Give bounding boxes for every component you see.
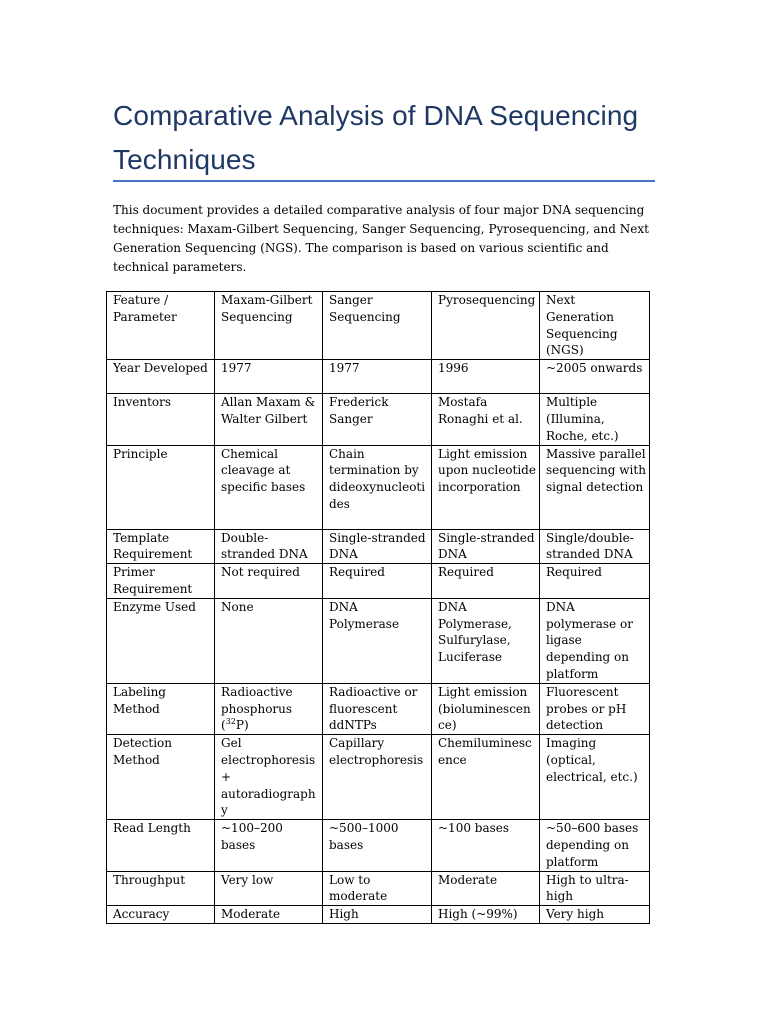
table-cell: DNA Polymerase, Sulfurylase, Luciferase bbox=[432, 598, 540, 683]
table-cell: Single-stranded DNA bbox=[432, 529, 540, 564]
table-cell: High (~99%) bbox=[432, 906, 540, 924]
table-cell: 1996 bbox=[432, 360, 540, 394]
page-title: Comparative Analysis of DNA Sequencing Techniques bbox=[113, 100, 639, 175]
table-cell: Frederick Sanger bbox=[323, 394, 432, 445]
table-cell: Radioactive or fluorescent ddNTPs bbox=[323, 683, 432, 734]
table-cell: ~50–600 bases depending on platform bbox=[540, 820, 650, 871]
table-cell: Allan Maxam & Walter Gilbert bbox=[215, 394, 323, 445]
row-label: Primer Requirement bbox=[107, 564, 215, 599]
table-cell: Light emission (bioluminescence) bbox=[432, 683, 540, 734]
table-cell: Required bbox=[540, 564, 650, 599]
isotope-superscript: 32 bbox=[225, 717, 236, 727]
table-cell: Single-stranded DNA bbox=[323, 529, 432, 564]
table-cell: Low to moderate bbox=[323, 871, 432, 906]
table-cell: Chemiluminescence bbox=[432, 735, 540, 820]
row-label: Detection Method bbox=[107, 735, 215, 820]
table-cell: None bbox=[215, 598, 323, 683]
table-cell: Required bbox=[432, 564, 540, 599]
table-cell: Chemical cleavage at specific bases bbox=[215, 445, 323, 529]
row-label: Enzyme Used bbox=[107, 598, 215, 683]
table-cell: Moderate bbox=[432, 871, 540, 906]
header-pyrosequencing: Pyrosequencing bbox=[432, 292, 540, 360]
header-sanger: Sanger Sequencing bbox=[323, 292, 432, 360]
labeling-text: Radioactive phosphorus ( bbox=[221, 684, 293, 733]
table-cell: Multiple (Illumina, Roche, etc.) bbox=[540, 394, 650, 445]
table-cell: High to ultra-high bbox=[540, 871, 650, 906]
table-row bbox=[107, 360, 650, 394]
table-row bbox=[107, 598, 650, 683]
table-cell: Massive parallel sequencing with signal detection bbox=[540, 445, 650, 529]
labeling-suffix: P) bbox=[235, 718, 249, 733]
row-label: Template Requirement bbox=[107, 529, 215, 564]
table-row bbox=[107, 820, 650, 871]
table-cell: DNA polymerase or ligase depending on platform bbox=[540, 598, 650, 683]
table-cell: Required bbox=[323, 564, 432, 599]
table-cell: 1977 bbox=[215, 360, 323, 394]
table-cell: Mostafa Ronaghi et al. bbox=[432, 394, 540, 445]
intro-paragraph: This document provides a detailed comparative analysis of four major DNA sequencing techniques: Maxam-Gilbert Sequencing, Sanger Sequencing, Pyrosequencing, and Next Generation Sequencing (NGS). The comparison is based on various scientific and technical parameters. bbox=[113, 203, 649, 274]
table-cell: Not required bbox=[215, 564, 323, 599]
table-cell: Capillary electrophoresis bbox=[323, 735, 432, 820]
table-cell: Very low bbox=[215, 871, 323, 906]
table-row bbox=[107, 683, 650, 734]
table-cell: DNA Polymerase bbox=[323, 598, 432, 683]
table-row bbox=[107, 906, 650, 924]
table-cell: Double-stranded DNA bbox=[215, 529, 323, 564]
row-label: Principle bbox=[107, 445, 215, 529]
table-row bbox=[107, 564, 650, 599]
table-cell: Fluorescent probes or pH detection bbox=[540, 683, 650, 734]
table-row bbox=[107, 445, 650, 529]
table-cell: Gel electrophoresis + autoradiography bbox=[215, 735, 323, 820]
table-row bbox=[107, 871, 650, 906]
header-ngs: Next Generation Sequencing (NGS) bbox=[540, 292, 650, 360]
row-label: Inventors bbox=[107, 394, 215, 445]
table-cell: Very high bbox=[540, 906, 650, 924]
table-cell: ~500–1000 bases bbox=[323, 820, 432, 871]
table-row bbox=[107, 735, 650, 820]
table-cell: High bbox=[323, 906, 432, 924]
table-cell: Moderate bbox=[215, 906, 323, 924]
table-cell: ~2005 onwards bbox=[540, 360, 650, 394]
table-cell: Single/double-stranded DNA bbox=[540, 529, 650, 564]
table-cell: 1977 bbox=[323, 360, 432, 394]
row-label: Read Length bbox=[107, 820, 215, 871]
header-maxam-gilbert: Maxam-Gilbert Sequencing bbox=[215, 292, 323, 360]
table-row bbox=[107, 394, 650, 445]
row-label: Year Developed bbox=[107, 360, 215, 394]
comparison-table bbox=[106, 291, 650, 924]
table-row bbox=[107, 529, 650, 564]
title-divider bbox=[113, 180, 655, 182]
header-feature: Feature / Parameter bbox=[107, 292, 215, 360]
table-cell: Chain termination by dideoxynucleotides bbox=[323, 445, 432, 529]
row-label: Accuracy bbox=[107, 906, 215, 924]
table-cell: Imaging (optical, electrical, etc.) bbox=[540, 735, 650, 820]
table-cell: ~100 bases bbox=[432, 820, 540, 871]
table-cell: Light emission upon nucleotide incorporation bbox=[432, 445, 540, 529]
row-label: Labeling Method bbox=[107, 683, 215, 734]
table-header-row bbox=[107, 292, 650, 360]
row-label: Throughput bbox=[107, 871, 215, 906]
table-cell: ~100–200 bases bbox=[215, 820, 323, 871]
table-cell bbox=[215, 683, 323, 734]
